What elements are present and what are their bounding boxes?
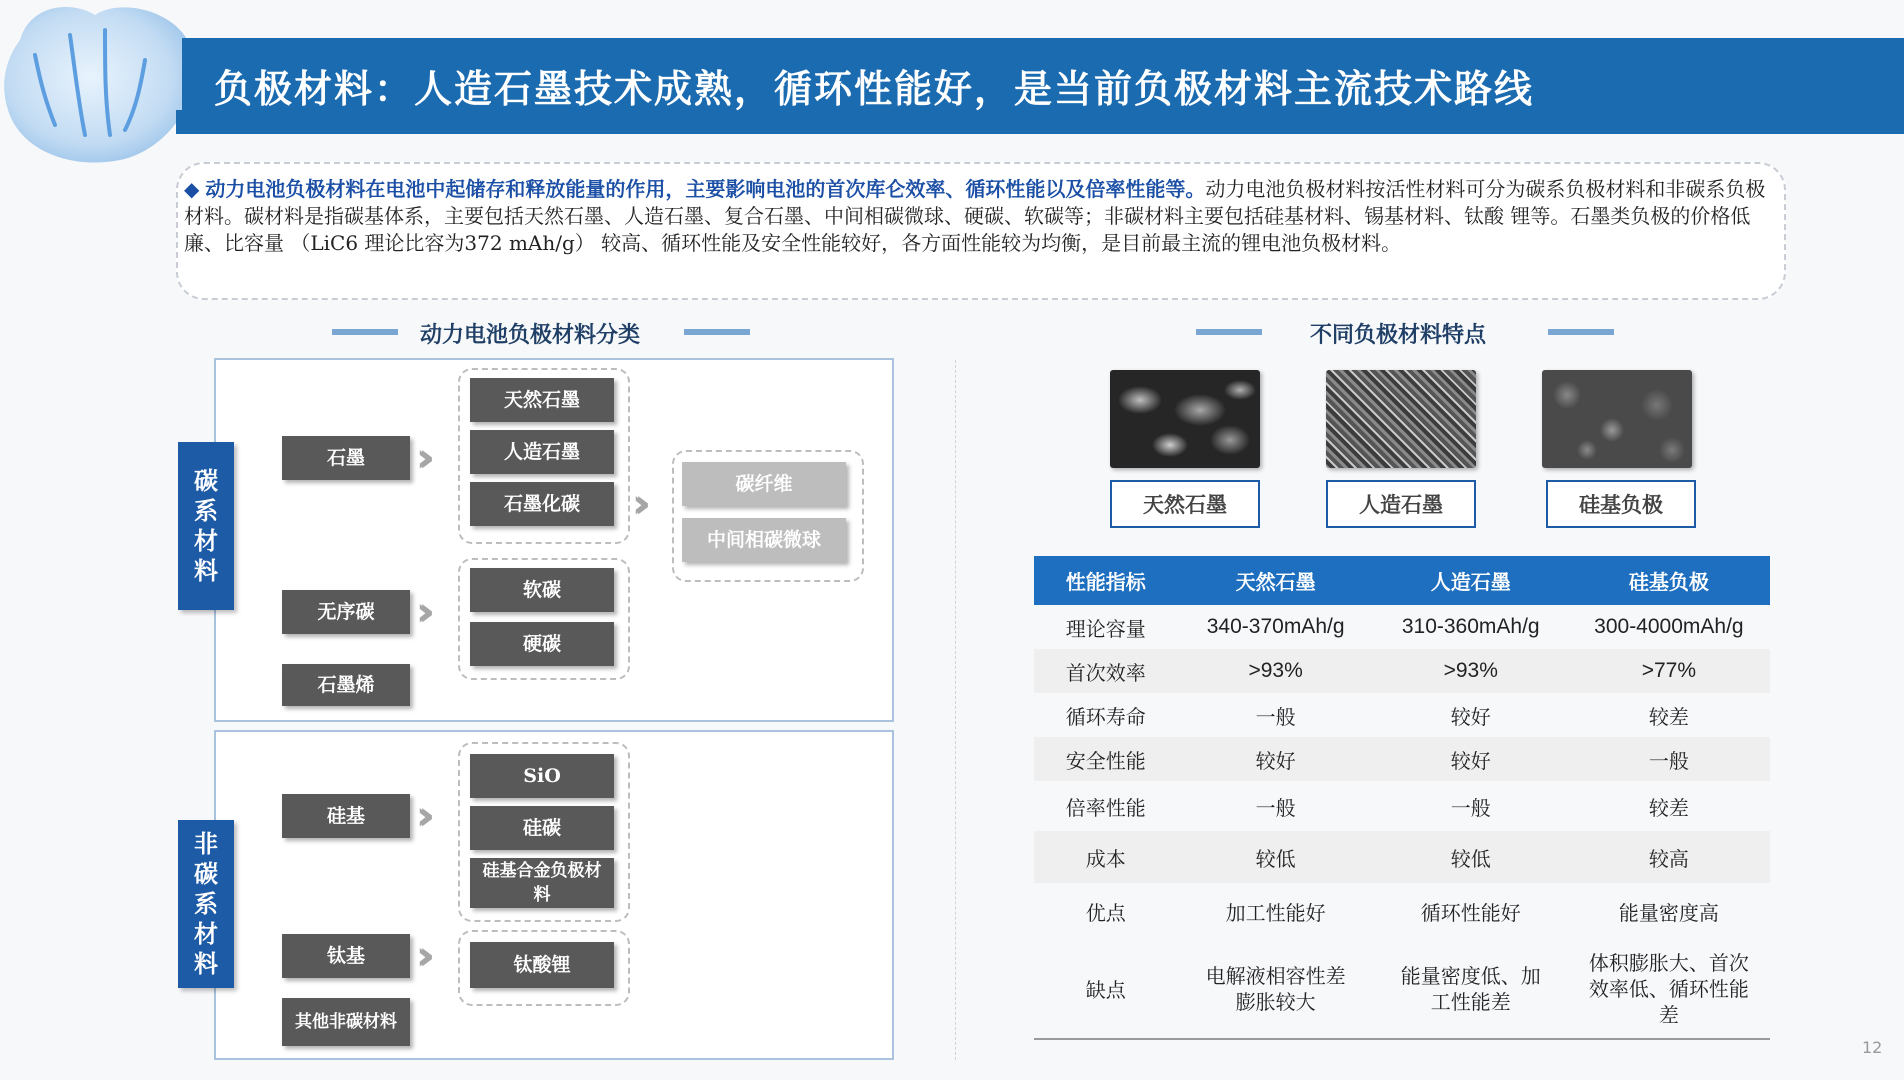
table-row [1034, 883, 1770, 939]
table-row [1034, 649, 1770, 693]
table-row [1034, 693, 1770, 737]
table-cell: >93% [1178, 649, 1374, 693]
table-header: 天然石墨 [1178, 556, 1374, 605]
chevron-right-icon: ›› [416, 589, 421, 635]
other-non-carbon-box: 其他非碳材料 [282, 998, 410, 1046]
silicon-anode-micrograph [1542, 370, 1692, 468]
table-header-row [1034, 556, 1770, 605]
table-cell: 加工性能好 [1225, 900, 1326, 925]
table-cell: 电解液相容性差膨胀较大 [1178, 939, 1374, 1039]
chevron-right-icon: ›› [632, 481, 637, 527]
silicon-carbon-box: 硅碳 [470, 806, 614, 850]
table-cell: 较差 [1648, 795, 1689, 820]
artificial-graphite-micrograph [1326, 370, 1476, 468]
section-line-left-2 [1196, 329, 1262, 335]
table-header: 人造石墨 [1374, 556, 1568, 605]
table-cell: 较好 [1450, 704, 1491, 729]
table-cell: 体积膨胀大、首次效率低、循环性能差 [1568, 939, 1770, 1039]
silicon-alloy-box: 硅基合金负极材料 [470, 858, 614, 908]
non-carbon-material-label: 非 碳 系 材 料 [178, 820, 234, 988]
graphite-box: 石墨 [282, 436, 410, 480]
graphitized-carbon-box: 石墨化碳 [470, 482, 614, 526]
table-row [1034, 831, 1770, 883]
table-cell: 倍率性能 [1065, 795, 1146, 820]
table-cell: 340-370mAh/g [1206, 615, 1345, 638]
table-cell: 首次效率 [1034, 649, 1178, 693]
intro-highlight: 动力电池负极材料在电池中起储存和释放能量的作用，主要影响电池的首次库仑效率、循环性能以及倍率性能等。 [205, 177, 1206, 201]
page-number: 12 [1862, 1038, 1883, 1057]
table-cell: 循环寿命 [1065, 704, 1146, 729]
table-cell: 理论容量 [1065, 616, 1146, 641]
table-cell: >77% [1568, 649, 1770, 693]
table-row [1034, 737, 1770, 781]
table-cell: 成本 [1034, 831, 1178, 883]
table-cell: 较低 [1178, 831, 1374, 883]
left-section-title: 动力电池负极材料分类 [420, 322, 641, 348]
natural-graphite-label: 天然石墨 [1110, 480, 1260, 528]
table-cell: 较好 [1374, 737, 1568, 781]
graphene-box: 石墨烯 [282, 664, 410, 706]
table-cell: 较好 [1178, 737, 1374, 781]
table-header: 硅基负极 [1568, 556, 1770, 605]
chevron-right-icon: ›› [416, 435, 421, 481]
amorphous-carbon-box: 无序碳 [282, 590, 410, 634]
soft-carbon-box: 软碳 [470, 568, 614, 612]
chevron-right-icon: ›› [416, 933, 421, 979]
column-divider [955, 360, 956, 1060]
table-cell: 一般 [1255, 704, 1296, 729]
table-row [1034, 939, 1770, 1039]
table-cell: 较差 [1648, 704, 1689, 729]
lithium-titanate-box: 钛酸锂 [470, 942, 614, 988]
table-row [1034, 605, 1770, 649]
carbon-material-label: 碳 系 材 料 [178, 442, 234, 610]
silicon-anode-label: 硅基负极 [1546, 480, 1696, 528]
table-cell: 安全性能 [1034, 737, 1178, 781]
artificial-graphite-box: 人造石墨 [470, 430, 614, 474]
table-cell: 一般 [1450, 795, 1491, 820]
table-cell: 优点 [1085, 900, 1126, 925]
intro-paragraph [184, 176, 1779, 257]
table-cell: 能量密度低、加工性能差 [1374, 939, 1568, 1039]
section-line-left [332, 329, 398, 335]
section-line-right-2 [1548, 329, 1614, 335]
carbon-fiber-box: 碳纤维 [682, 462, 846, 506]
table-cell: 能量密度高 [1618, 900, 1719, 925]
natural-graphite-box: 天然石墨 [470, 378, 614, 422]
table-cell: 310-360mAh/g [1401, 615, 1540, 638]
table-row [1034, 781, 1770, 831]
intro-body: 动力电池负极材料按活性材料可分为碳系负极材料和非碳系负极材料。碳材料是指碳基体系，主要包括天然石墨、人造石墨、复合石墨、中间相碳微球、硬碳、软碳等；非碳材料主要包括硅基材料、锡基材料、钛酸 锂等。石墨类负极的价格低廉、比容量 （LiC6 理论比容为372 mAh/g） 较高、循环性能及安全性能较好，各方面性能较为均衡，是目前最主流的锂电池负极材料。 [184, 177, 1766, 255]
titanium-based-box: 钛基 [282, 934, 410, 978]
page-title: 负极材料：人造石墨技术成熟，循环性能好，是当前负极材料主流技术路线 [214, 66, 1535, 111]
table-cell: 循环性能好 [1420, 900, 1521, 925]
table-cell: 一般 [1568, 737, 1770, 781]
table-cell: 一般 [1255, 795, 1296, 820]
table-cell: 300-4000mAh/g [1594, 615, 1744, 638]
table-cell: 较低 [1374, 831, 1568, 883]
diamond-bullet-icon: ◆ [184, 177, 200, 201]
table-cell: 缺点 [1034, 939, 1178, 1039]
table-cell: >93% [1374, 649, 1568, 693]
artificial-graphite-label: 人造石墨 [1326, 480, 1476, 528]
table-header: 性能指标 [1034, 556, 1178, 605]
performance-table [1034, 556, 1770, 1040]
chevron-right-icon: ›› [416, 793, 421, 839]
table-cell: 较高 [1568, 831, 1770, 883]
section-line-right [684, 329, 750, 335]
hard-carbon-box: 硬碳 [470, 622, 614, 666]
title-accent [176, 110, 184, 134]
right-section-title: 不同负极材料特点 [1310, 322, 1487, 348]
silicon-based-box: 硅基 [282, 794, 410, 838]
natural-graphite-micrograph [1110, 370, 1260, 468]
company-logo [0, 0, 210, 170]
sio-box: SiO [470, 754, 614, 798]
mesocarbon-microbeads-box: 中间相碳微球 [682, 518, 846, 562]
